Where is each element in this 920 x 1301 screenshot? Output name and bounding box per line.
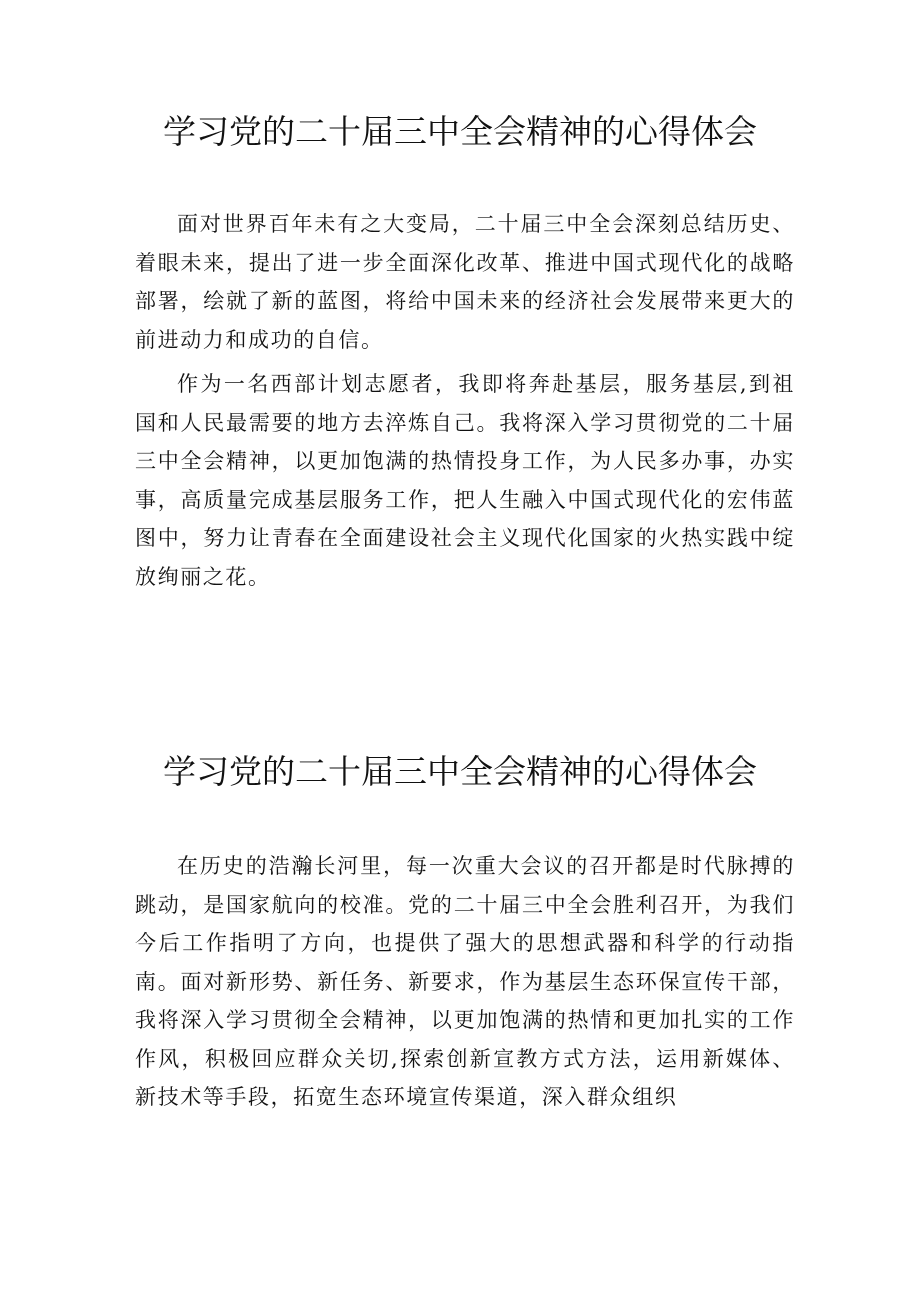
paragraph: 面对世界百年未有之大变局，二十届三中全会深刻总结历史、着眼未来，提出了进一步全面深化改革、推进中国式现代化的战略部署，绘就了新的蓝图，将给中国未来的经济社会发展带来更大的前进动力和成功的自信。 xyxy=(135,212,795,352)
section-body xyxy=(135,205,795,602)
section-title: 学习党的二十届三中全会精神的心得体会 xyxy=(163,752,757,791)
section-title: 学习党的二十届三中全会精神的心得体会 xyxy=(163,112,757,151)
paragraph: 作为一名西部计划志愿者，我即将奔赴基层，服务基层,到祖国和人民最需要的地方去淬炼自己。我将深入学习贯彻党的二十届三中全会精神，以更加饱满的热情投身工作，为人民多办事，办实事，高质量完成基层服务工作，把人生融入中国式现代化的宏伟蓝图中，努力让青春在全面建设社会主义现代化国家的火热实践中绽放绚丽之花。 xyxy=(135,372,795,589)
paragraph: 在历史的浩瀚长河里，每一次重大会议的召开都是时代脉搏的跳动，是国家航向的校准。党的二十届三中全会胜利召开，为我们今后工作指明了方向，也提供了强大的思想武器和科学的行动指南。面对新形势、新任务、新要求，作为基层生态环保宣传干部，我将深入学习贯彻全会精神，以更加饱满的热情和更加扎实的工作作风，积极回应群众关切,探索创新宣教方式方法，运用新媒体、新技术等手段，拓宽生态环境宣传渠道，深入群众组织 xyxy=(135,854,795,1109)
section-body xyxy=(135,847,795,1123)
